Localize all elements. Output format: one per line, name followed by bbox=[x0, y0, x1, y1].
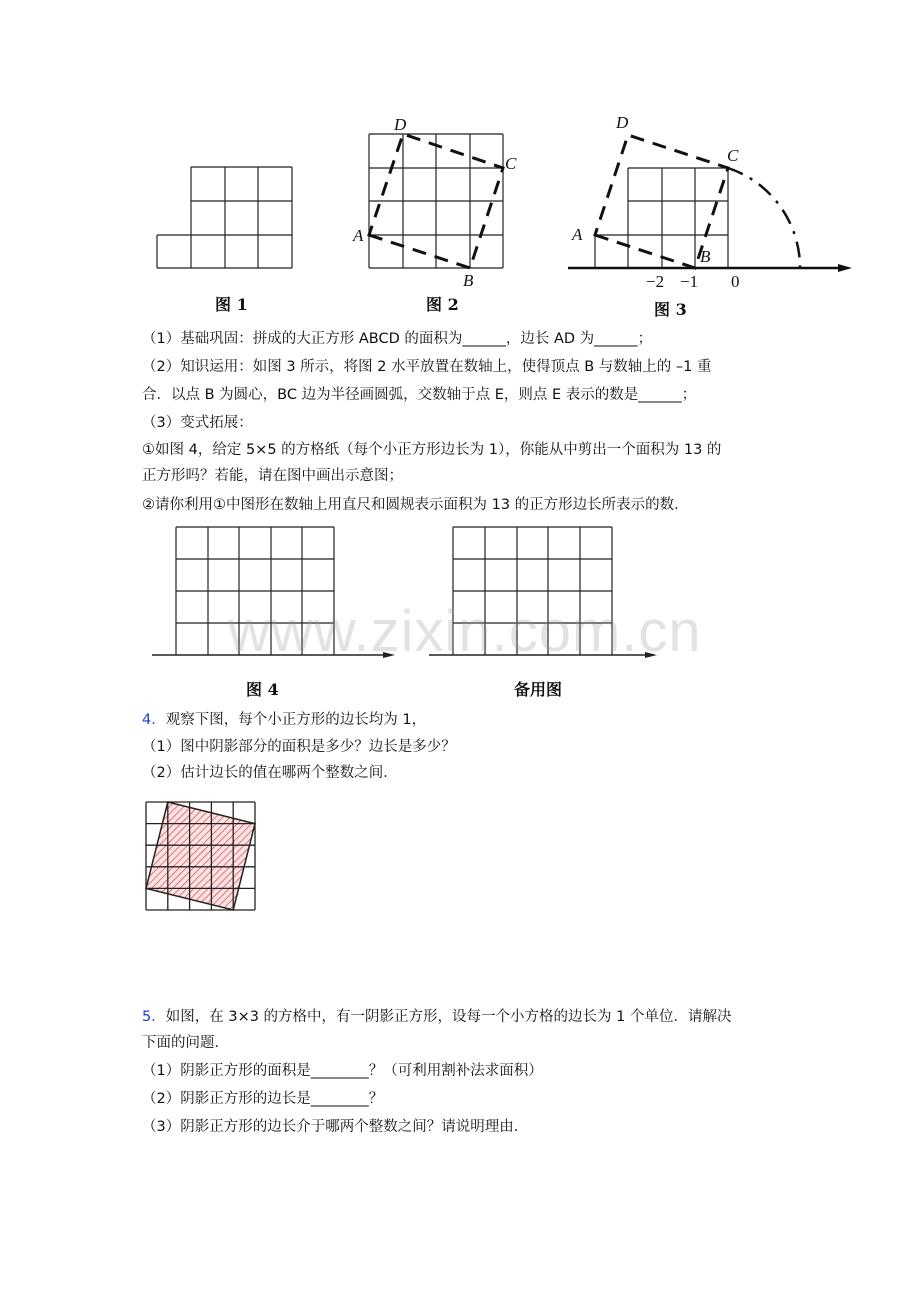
label-a: A bbox=[572, 225, 583, 244]
label-c: C bbox=[727, 146, 739, 165]
q3-sub2: ②请你利用①中图形在数轴上用直尺和圆规表示面积为 13 的正方形边长所表示的数． bbox=[142, 497, 689, 513]
q3-sub1-line1: ①如图 4，给定 5×5 的方格纸（每个小正方形边长为 1），你能从中剪出一个面积为 13 的 bbox=[142, 442, 722, 458]
q5-stem-text: 如图，在 3×3 的方格中，有一阴影正方形，设每一个小方格的边长为 1 个单位．请解决 bbox=[165, 1009, 732, 1025]
q3-part2-line2: 合．以点 B 为圆心，BC 边为半径画圆弧，交数轴于点 E，则点 E 表示的数是______； bbox=[142, 387, 697, 403]
label-d: D bbox=[394, 115, 407, 134]
q5-part2: （2）阴影正方形的边长是________？ bbox=[142, 1091, 384, 1107]
tick-neg2: −2 bbox=[646, 272, 665, 291]
label-c: C bbox=[505, 154, 517, 173]
q5-stem-line2: 下面的问题． bbox=[142, 1035, 229, 1051]
tick-neg1: −1 bbox=[680, 272, 699, 291]
shaded-square bbox=[146, 802, 255, 910]
label-a: A bbox=[353, 226, 364, 245]
q3-part3: （3）变式拓展： bbox=[142, 415, 253, 431]
label-d: D bbox=[616, 113, 629, 132]
label-b: B bbox=[700, 247, 711, 266]
q3-sub1-line2: 正方形吗？若能，请在图中画出示意图； bbox=[142, 468, 403, 484]
q4-stem-text: 观察下图，每个小正方形的边长均为 1， bbox=[165, 712, 427, 728]
q4-number: 4． bbox=[142, 712, 166, 728]
q5-part1: （1）阴影正方形的面积是________？（可利用割补法求面积） bbox=[142, 1063, 543, 1079]
q3-part2-line1: （2）知识运用：如图 3 所示，将图 2 水平放置在数轴上，使得顶点 B 与数轴上的 –1 重 bbox=[142, 359, 712, 375]
q3-part1: （1）基础巩固：拼成的大正方形 ABCD 的面积为______，边长 AD 为______； bbox=[142, 331, 653, 347]
watermark: www.zixin.com.cn bbox=[228, 599, 702, 664]
q5-stem-line1 bbox=[142, 1007, 732, 1027]
figure-3-caption: 图 3 bbox=[654, 300, 687, 319]
label-b: B bbox=[463, 271, 474, 290]
figure-1-caption: 图 1 bbox=[215, 295, 248, 314]
q5-part3: （3）阴影正方形的边长介于哪两个整数之间？请说明理由． bbox=[142, 1119, 529, 1135]
figure-4-caption: 图 4 bbox=[246, 680, 279, 699]
q4-part2: （2）估计边长的值在哪两个整数之间． bbox=[142, 765, 398, 781]
figure-2-caption: 图 2 bbox=[426, 295, 459, 314]
q5-number: 5． bbox=[142, 1009, 166, 1025]
q4-part1: （1）图中阴影部分的面积是多少？边长是多少？ bbox=[142, 739, 456, 755]
spare-figure-caption: 备用图 bbox=[514, 680, 563, 699]
tick-0: 0 bbox=[731, 272, 740, 291]
